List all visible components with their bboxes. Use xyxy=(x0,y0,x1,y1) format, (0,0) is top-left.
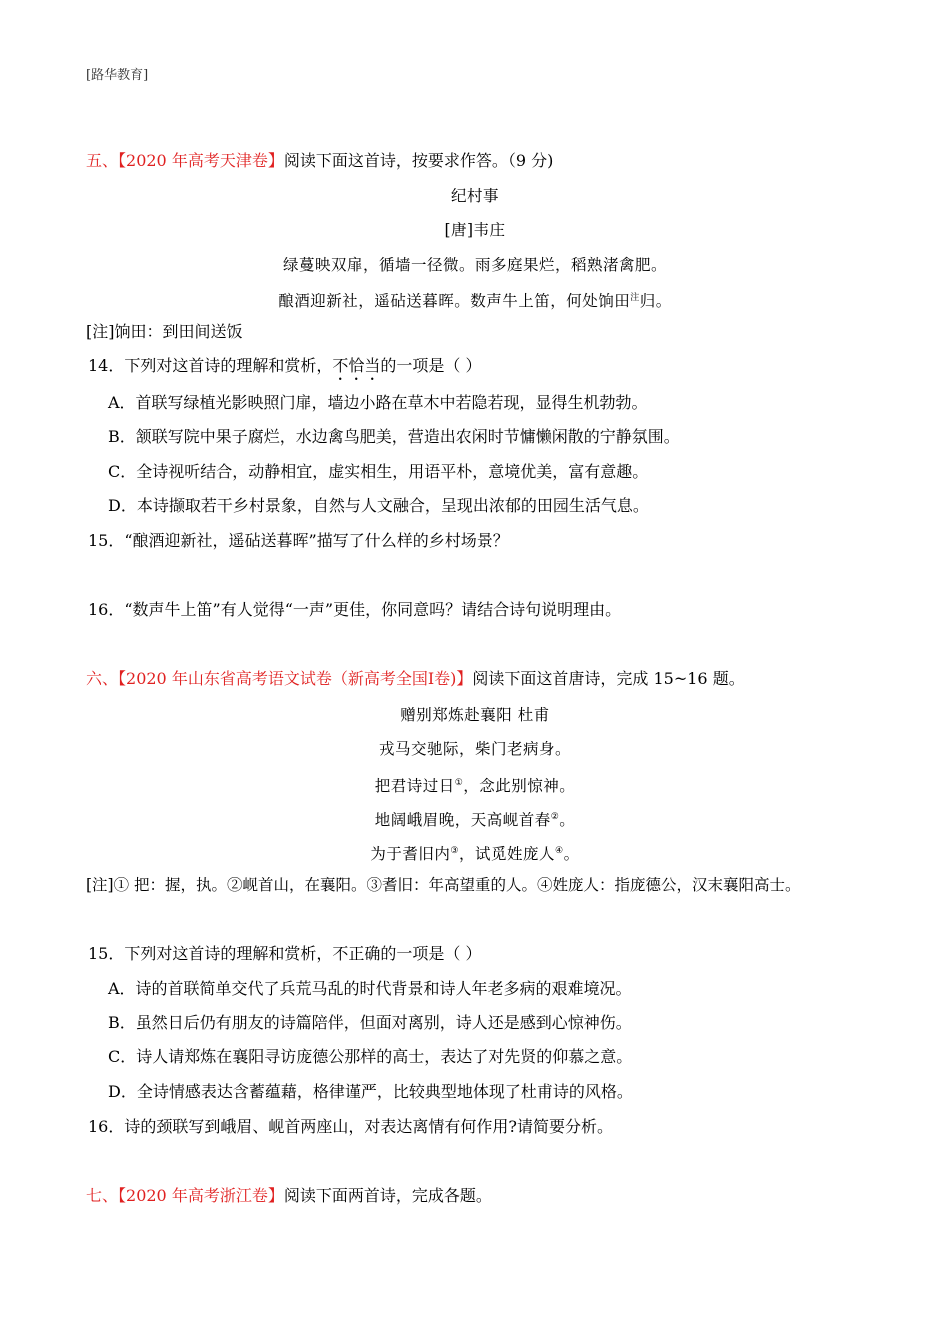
poem-note: [注]饷田：到田间送饭 xyxy=(86,322,243,341)
section-number: 七、 xyxy=(86,1186,119,1205)
poem-line xyxy=(0,841,950,864)
emphasized-text: 不恰当 xyxy=(332,356,381,375)
poem-line xyxy=(0,773,950,796)
footnote-mark: 注 xyxy=(630,293,640,303)
option-d: D．全诗情感表达含蓄蕴藉，格律谨严，比较典型地体现了杜甫诗的风格。 xyxy=(108,1082,633,1101)
question-15: 15．“酿酒迎新社，遥砧送暮晖”描写了什么样的乡村场景？ xyxy=(88,531,509,550)
question-16: 16．诗的颈联写到峨眉、岘首两座山，对表达离情有何作用?请简要分析。 xyxy=(88,1117,613,1136)
source-label: 【2020 年高考浙江卷】 xyxy=(118,1186,284,1205)
option-d: D．本诗撷取若干乡村景象，自然与人文融合，呈现出浓郁的田园生活气息。 xyxy=(108,496,649,515)
poem-note: [注]① 把：握，执。②岘首山，在襄阳。③耆旧：年高望重的人。④姓庞人：指庞德公，汉末襄阳高士。 xyxy=(86,876,801,894)
section-6-heading xyxy=(86,669,745,689)
instruction: 阅读下面这首诗，按要求作答。（9 分) xyxy=(283,151,554,170)
option-c: C．诗人请郑炼在襄阳寻访庞德公那样的高士，表达了对先贤的仰慕之意。 xyxy=(108,1047,633,1066)
question-text: 14．下列对这首诗的理解和赏析， xyxy=(88,356,333,375)
poem-text: 酿酒迎新社，遥砧送暮晖。数声牛上笛，何处饷田 xyxy=(278,292,631,310)
footnote-mark: ④ xyxy=(555,846,564,856)
section-7-heading xyxy=(86,1186,492,1206)
question-15: 15．下列对这首诗的理解和赏析，不正确的一项是（ ） xyxy=(88,944,482,963)
footnote-mark: ③ xyxy=(450,846,459,856)
poem-text: ，念此别惊神。 xyxy=(463,777,576,795)
option-a: A．首联写绿植光影映照门扉，墙边小路在草木中若隐若现，显得生机勃勃。 xyxy=(108,393,648,412)
section-5-heading xyxy=(86,151,553,171)
question-14 xyxy=(88,356,481,384)
instruction: 阅读下面两首诗，完成各题。 xyxy=(283,1186,492,1205)
poem-text: 地阔峨眉晚，天高岘首春 xyxy=(374,811,551,829)
source-label: 【2020 年山东省高考语文试卷（新高考全国Ⅰ卷)】 xyxy=(118,669,473,688)
option-b: B．颔联写院中果子腐烂，水边禽鸟肥美，营造出农闲时节慵懒闲散的宁静氛围。 xyxy=(108,427,680,446)
poem-author: [唐]韦庄 xyxy=(444,221,506,239)
poem-text: 。 xyxy=(559,811,576,829)
publisher-header: [路华教育] xyxy=(86,68,149,83)
source-label: 【2020 年高考天津卷】 xyxy=(118,151,284,170)
section-number: 六、 xyxy=(86,669,119,688)
option-c: C．全诗视听结合，动静相宜，虚实相生，用语平朴，意境优美，富有意趣。 xyxy=(108,462,649,481)
option-b: B．虽然日后仍有朋友的诗篇陪伴，但面对离别，诗人还是感到心惊神伤。 xyxy=(108,1013,632,1032)
poem-text: ，试觅姓庞人 xyxy=(458,845,555,863)
poem-text: 为于耆旧内 xyxy=(370,845,451,863)
question-16: 16．“数声牛上笛”有人觉得“一声”更佳，你同意吗？请结合诗句说明理由。 xyxy=(88,600,622,619)
poem-text: 把君诗过日 xyxy=(374,777,455,795)
poem-title: 纪村事 xyxy=(450,187,499,205)
poem-text: 。 xyxy=(563,845,580,863)
instruction: 阅读下面这首唐诗，完成 15~16 题。 xyxy=(472,669,745,688)
footnote-mark: ① xyxy=(454,778,464,788)
question-text: 的一项是（ ） xyxy=(380,356,482,375)
footnote-mark: ② xyxy=(550,812,560,822)
poem-line xyxy=(0,288,950,311)
section-number: 五、 xyxy=(86,151,119,170)
option-a: A．诗的首联简单交代了兵荒马乱的时代背景和诗人年老多病的艰难境况。 xyxy=(108,979,632,998)
poem-title: 赠别郑炼赴襄阳 杜甫 xyxy=(400,706,550,724)
poem-line: 绿蔓映双扉，循墙一径微。雨多庭果烂，稻熟渚禽肥。 xyxy=(282,256,667,274)
poem-text: 归。 xyxy=(639,292,672,310)
poem-line xyxy=(0,807,950,830)
poem-line: 戎马交驰际，柴门老病身。 xyxy=(378,740,571,758)
